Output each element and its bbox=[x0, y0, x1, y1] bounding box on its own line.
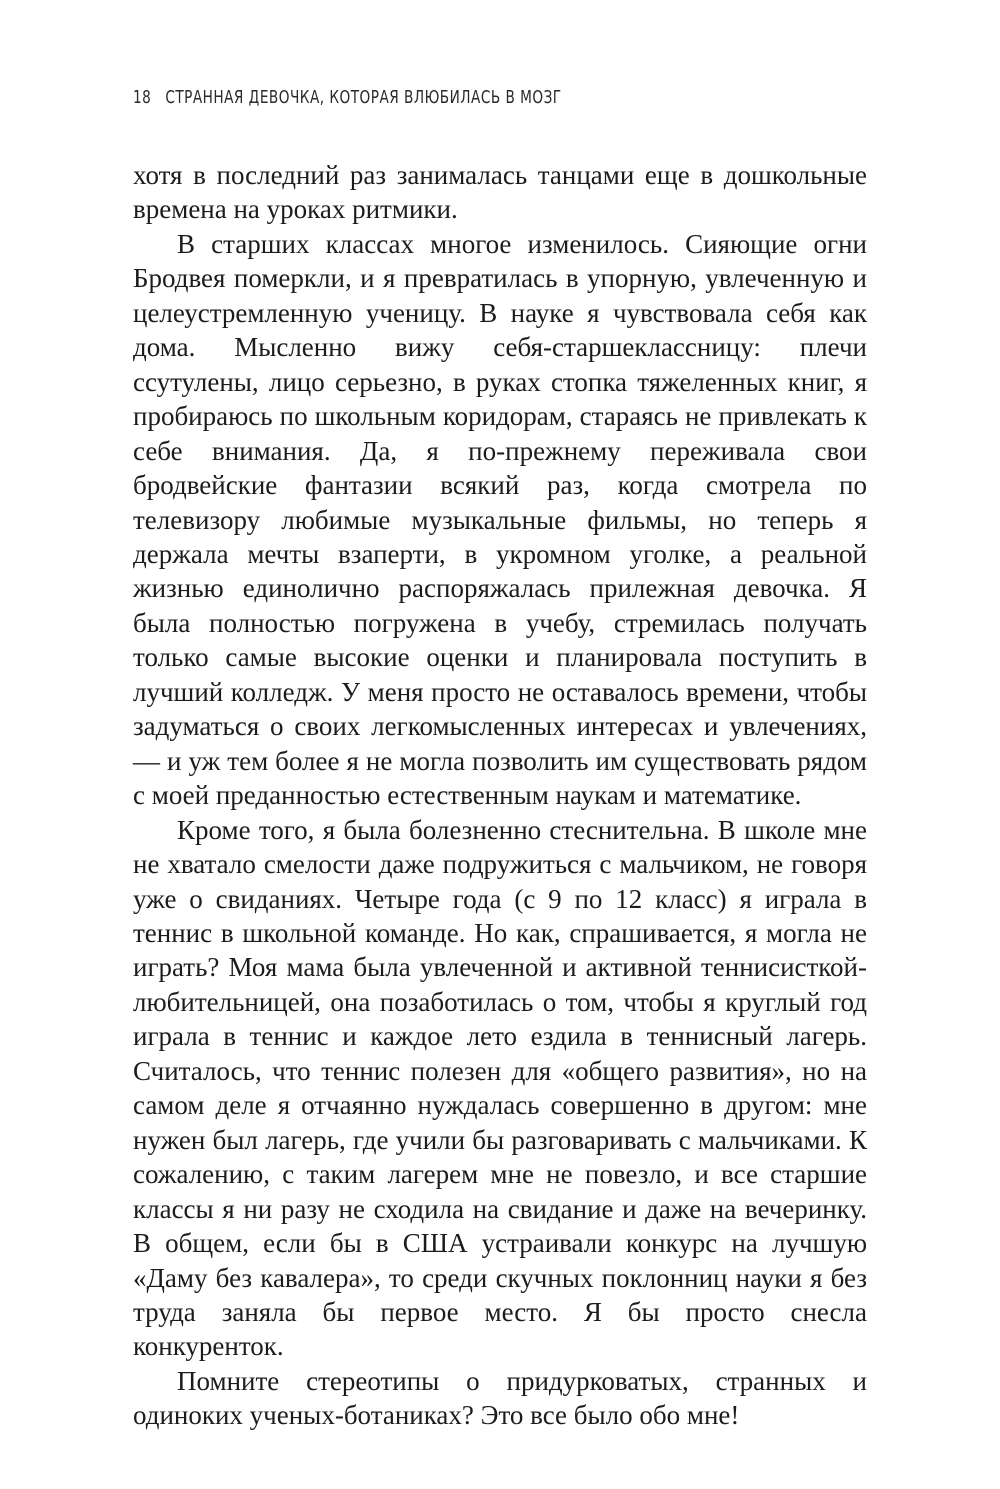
paragraph-continued: хотя в последний раз занималась танцами еще в дошкольные времена на уроках ритмики. bbox=[133, 160, 867, 225]
running-title: СТРАННАЯ ДЕВОЧКА, КОТОРАЯ ВЛЮБИЛАСЬ В МОЗГ bbox=[165, 88, 562, 108]
paragraph: Помните стереотипы о придурковатых, странных и одиноких ученых-ботаниках? Это все было обо мне! bbox=[133, 1365, 867, 1431]
paragraph: Кроме того, я была болезненно стеснительна. В школе мне не хватало смелости даже подружиться с мальчиком, не говоря уже о свиданиях. Четыре года (с 9 по 12 класс) я играла в теннис в школьной команде. Но как, спрашивается, я могла не играть? Моя мама была увлеченной и активной теннисисткой-любительницей, она позаботилась о том, чтобы я круглый год играла в теннис и каждое лето ездила в теннисный лагерь. Считалось, что теннис полезен для «общего развития», но на самом деле я отчаянно нуждалась совершенно в другом: мне нужен был лагерь, где учили бы разговаривать с мальчиками. К сожалению, с таким лагерем мне не повезло, и все старшие классы я ни разу не сходила на свидание и даже на вечеринку. В общем, если бы в США устраивали конкурс на лучшую «Даму без кавалера», то среди скучных поклонниц науки я без труда заняла бы первое место. Я бы просто снесла конкуренток. bbox=[133, 814, 867, 1362]
running-header bbox=[133, 88, 562, 108]
page-number: 18 bbox=[133, 88, 152, 108]
body-text bbox=[133, 158, 867, 1433]
paragraph: В старших классах многое изменилось. Сияющие огни Бродвея померкли, и я превратилась в упорную, увлеченную и целеустремленную ученицу. В науке я чувствовала себя как дома. Мысленно вижу себя-старшеклассницу: плечи ссутулены, лицо серьезно, в руках стопка тяжеленных книг, я пробираюсь по школьным коридорам, стараясь не привлекать к себе внимания. Да, я по-прежнему переживала свои бродвейские фантазии всякий раз, когда смотрела по телевизору любимые музыкальные фильмы, но теперь я держала мечты взаперти, в укромном уголке, а реальной жизнью единолично распоряжалась прилежная девочка. Я была полностью погружена в учебу, стремилась получать только самые высокие оценки и планировала поступить в лучший колледж. У меня просто не оставалось времени, чтобы задуматься о своих легкомысленных интересах и увлечениях, — и уж тем более я не могла позволить им существовать рядом с моей преданностью естественным наукам и математике. bbox=[133, 228, 867, 811]
